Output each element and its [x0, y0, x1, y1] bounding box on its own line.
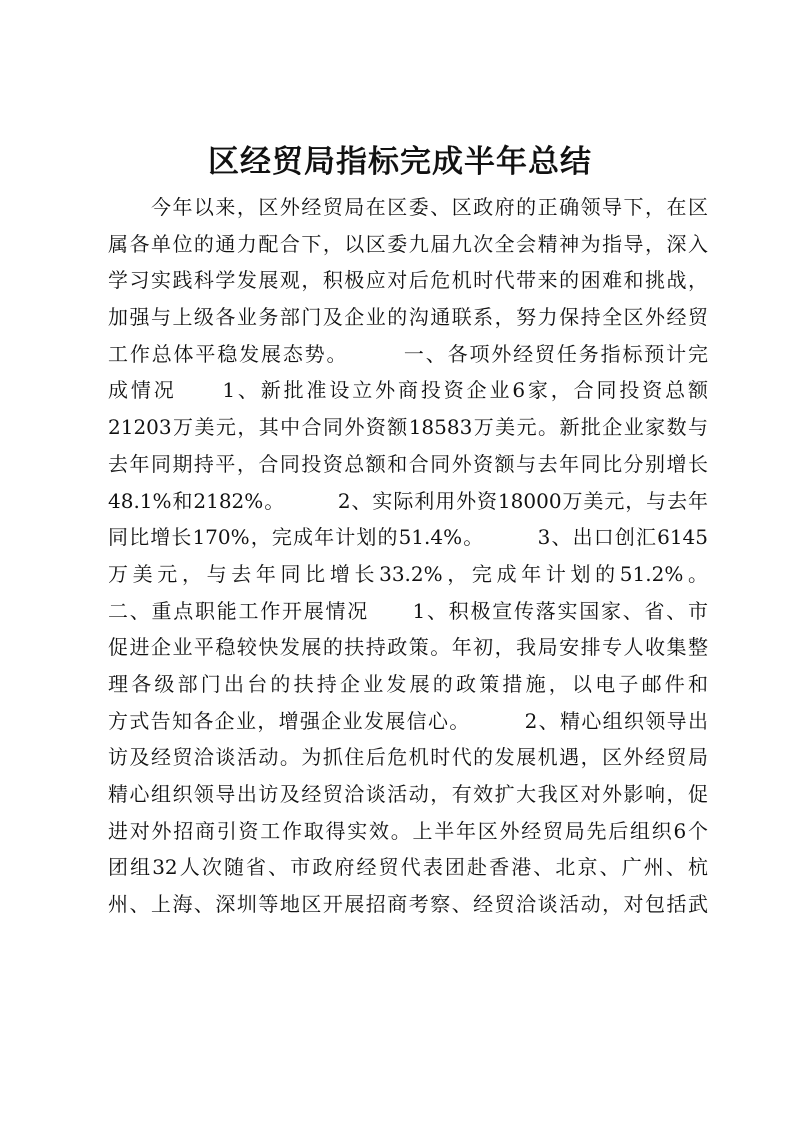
body-line: 精心组织领导出访及经贸洽谈活动，有效扩大我区对外影响，促 — [108, 782, 708, 806]
document-title: 区经贸局指标完成半年总结 — [208, 144, 592, 180]
body-line: 今年以来，区外经贸局在区委、区政府的正确领导下，在区 — [108, 195, 708, 219]
body-line: 学习实践科学发展观，积极应对后危机时代带来的困难和挑战， — [108, 268, 708, 293]
body-line: 州、上海、深圳等地区开展招商考察、经贸洽谈活动，对包括武 — [108, 892, 708, 917]
body-line: 加强与上级各业务部门及企业的沟通联系，努力保持全区外经贸 — [108, 305, 708, 330]
body-line: 进对外招商引资工作取得实效。上半年区外经贸局先后组织6个 — [108, 818, 708, 843]
body-line: 访及经贸洽谈活动。为抓住后危机时代的发展机遇，区外经贸局 — [108, 745, 708, 770]
body-line: 促进企业平稳较快发展的扶持政策。年初，我局安排专人收集整 — [108, 635, 708, 660]
body-line: 去年同期持平，合同投资总额和合同外资额与去年同比分别增长 — [108, 451, 708, 476]
body-line: 二、重点职能工作开展情况 1、积极宣传落实国家、省、市 — [108, 598, 708, 623]
body-line: 理各级部门出台的扶持企业发展的政策措施，以电子邮件和 — [108, 671, 708, 696]
body-line: 成情况 1、新批准设立外商投资企业6家，合同投资总额 — [108, 378, 708, 403]
body-line: 48.1%和2182%。 2、实际利用外资18000万美元，与去年 — [108, 488, 708, 513]
body-line: 属各单位的通力配合下，以区委九届九次全会精神为指导，深入 — [108, 231, 708, 256]
body-line: 方式告知各企业，增强企业发展信心。 2、精心组织领导出 — [108, 708, 708, 733]
body-line: 同比增长170%，完成年计划的51.4%。 3、出口创汇6145 — [108, 525, 708, 550]
body-line: 万美元，与去年同比增长33.2%，完成年计划的51.2%。 — [108, 561, 708, 586]
body-line: 21203万美元，其中合同外资额18583万美元。新批企业家数与 — [108, 415, 708, 440]
body-line: 工作总体平稳发展态势。 一、各项外经贸任务指标预计完 — [108, 341, 708, 366]
body-line: 团组32人次随省、市政府经贸代表团赴香港、北京、广州、杭 — [108, 855, 708, 880]
document-body — [108, 189, 708, 923]
